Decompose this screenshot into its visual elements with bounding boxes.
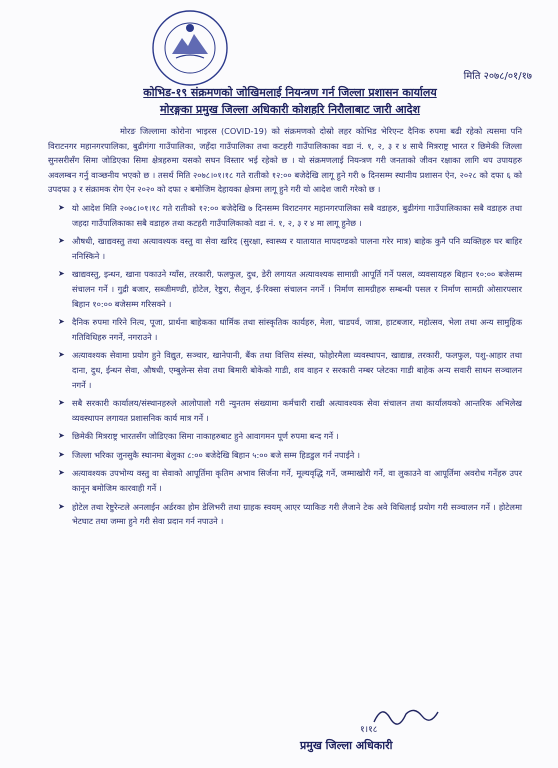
order-item	[48, 348, 522, 392]
arrow-bullet-icon: ➤	[58, 317, 65, 327]
arrow-bullet-icon: ➤	[58, 236, 65, 246]
arrow-bullet-icon: ➤	[58, 350, 65, 360]
arrow-bullet-icon: ➤	[58, 449, 65, 459]
order-text: औषधी, खाद्यवस्तु तथा अत्यावश्यक वस्तु वा सेवा खरिद (सुरक्षा, स्वास्थ्य र यातायात मापदण्डको पालना गरेर मात्र) बाहेक कुनै पनि व्यक्तिहरु घर बाहिर ननिस्किने ।	[72, 236, 522, 261]
order-text: यो आदेश मिति २०७८।०१।१८ गते रातीको १२:०० बजेदेखि ७ दिनसम्म विराटनगर महानगरपालिका सबै वडाहरु, बुढीगंगा गाउँपालिकाका सबै वडाहरु तथा जहदा गाउँपालिकाका सबै वडाहरु तथा कटहरी गाउँपालिकाको वडा नं. १, २, ३ र ४ मा लागू हुनेछ ।	[72, 202, 522, 228]
arrow-bullet-icon: ➤	[58, 269, 65, 279]
order-text: अत्यावश्यक उपभोग्य वस्तु वा सेवाको आपूर्तिमा कृतिम अभाव सिर्जना गर्ने, मूल्यवृद्धि गर्ने, जम्माखोरी गर्ने, वा लुकाउने वा आपूर्तिमा अवरोध गर्नेहरु उपर कानून बमोजिम कारवाही गर्ने ।	[72, 468, 522, 494]
order-item	[48, 500, 522, 529]
orders-list	[48, 201, 522, 529]
document-body	[48, 124, 522, 533]
signature	[306, 700, 506, 730]
order-item	[48, 201, 522, 230]
signature-number: १।१८	[360, 725, 378, 735]
order-item	[48, 448, 522, 463]
order-item	[48, 429, 522, 444]
order-text: खाद्यवस्तु, इन्धन, खाना पकाउने ग्याँस, तरकारी, फलफुल, दुध, डेरी लगायत अत्यावश्यक सामाग्री आपूर्ति गर्ने पसल, व्यवसायहरु बिहान १०:०० बजेसम्म संचालन गर्ने । गुद्री बजार, सब्जीमण्डी, होटेल, रेष्टुरा, सैलुन, ई-रिक्सा संचालन नगर्ने । निर्माण सामग्रीहरु सम्बन्धी पसल र निर्माण सामग्री ओसारपसार बिहान १०:०० बजेसम्म गरिसक्ने ।	[72, 269, 522, 309]
order-item	[48, 267, 522, 311]
title-line-2: मोरङ्गका प्रमुख जिल्ला अधिकारी कोशहरि निरौलाबाट जारी आदेश	[160, 103, 420, 116]
intro-paragraph: मोरङ जिल्लामा कोरोना भाइरस (COVID-19) को संक्रमणको दोस्रो लहर कोभिड भेरिएन्ट दैनिक रुपमा बढी रहेको त्यसमा पनि विराटनगर महानगरपालिका, बुढीगंगा गाउँपालिका, जहँदा गाउँपालिका तथा कटहरी गाउँपालिकाका वडा नं. १, २, ३ र ४ साथै मित्रराष्ट्र भारत र छिमेकी जिल्ला सुनसरीसँग सिमा जोडिएका सिमा क्षेत्रहरुमा यसको सघन विस्तार भई रहेको छ । यो संक्रमणलाई नियन्त्रण गरी जनताको जीवन रक्षाका लागि थप उपायहरु अवलम्बन गर्नु वाञ्छनीय भएको छ । तसर्थ मिति २०७८।०१।१८ गते रातीको १२:०० बजेदेखि लागू हुने गरी ७ दिनसम्म स्थानीय प्रशासन ऐन, २०२८ को दफा ६ को उपदफा ३ र संक्रामक रोग ऐन २०२० को दफा २ बमोजिम देहायका क्षेत्रमा लागू हुने गरी यो आदेश जारी गरेको छ ।	[48, 126, 522, 195]
order-item	[48, 466, 522, 495]
arrow-bullet-icon: ➤	[58, 468, 65, 478]
arrow-bullet-icon: ➤	[58, 202, 65, 212]
order-text: अत्यावश्यक सेवामा प्रयोग हुने विद्युत, सञ्चार, खानेपानी, बैंक तथा वित्तिय संस्था, फोहोरमैला व्यवस्थापन, खाद्यान्न, तरकारी, फलफुल, पशु-आहार तथा दाना, दुध, ईन्धन सेवा, औषधी, एम्बुलेन्स सेवा तथा बिमारी बोकेको गाडी, शव वाहन र सरकारी नम्बर प्लेटका गाडी बाहेक अन्य सवारी साधन सञ्चालन नगर्ने ।	[72, 350, 522, 390]
arrow-bullet-icon: ➤	[58, 431, 65, 441]
title-line-1: कोभिड-१९ संक्रमणको जोखिमलाई नियन्त्रण गर्न जिल्ला प्रशासन कार्यालय	[143, 86, 437, 99]
order-item	[48, 315, 522, 344]
order-text: जिल्ला भरिका जुनसुकै स्थानमा बेलुका ८:०० बजेदेखि बिहान ५:०० बजे सम्म हिडडुल गर्न नपाईने ।	[72, 449, 360, 460]
order-item	[48, 396, 522, 425]
order-text: सबै सरकारी कार्यालय/संस्थानहरुले आलोपालो गरी न्युनतम संख्यामा कर्मचारी राखी अत्यावश्यक सेवा संचालन तथा कार्यालयको आन्तरिक अभिलेख व्यवस्थापन लगायत प्रशासनिक कार्य मात्र गर्ने ।	[72, 398, 522, 423]
document-date: मिति २०७८/०१/१७	[463, 71, 532, 82]
document-title	[60, 84, 520, 118]
signatory-title: प्रमुख जिल्ला अधिकारी	[300, 739, 393, 752]
government-emblem-icon	[150, 8, 230, 88]
order-item	[48, 234, 522, 263]
order-text: दैनिक रुपमा गरिने नित्य, पूजा, प्रार्थना बाहेकका धार्मिक तथा सांस्कृतिक कार्यहरु, मेला, चाडपर्व, जात्रा, हाटबजार, महोत्सव, भेला तथा अन्य सामुहिक गतिविधिहरु नगर्ने, नगराउने ।	[72, 317, 522, 342]
order-text: होटेल तथा रेष्टुरेन्टले अनलाईन अर्डरका होम डेलिभरी तथा ग्राहक स्वयम् आएर प्याकिङ गरी लैजाने टेक अवे विधिलाई प्रयोग गरी सञ्चालन गर्ने । होटेलमा भेटघाट तथा जम्मा हुने गरी सेवा प्रदान गर्न नपाउने ।	[72, 501, 522, 527]
arrow-bullet-icon: ➤	[58, 501, 65, 511]
order-text: छिमेकी मित्रराष्ट्र भारतसँग जोडिएका सिमा नाकाहरुबाट हुने आवागमन पूर्ण रुपमा बन्द गर्ने ।	[72, 431, 339, 442]
arrow-bullet-icon: ➤	[58, 398, 65, 408]
